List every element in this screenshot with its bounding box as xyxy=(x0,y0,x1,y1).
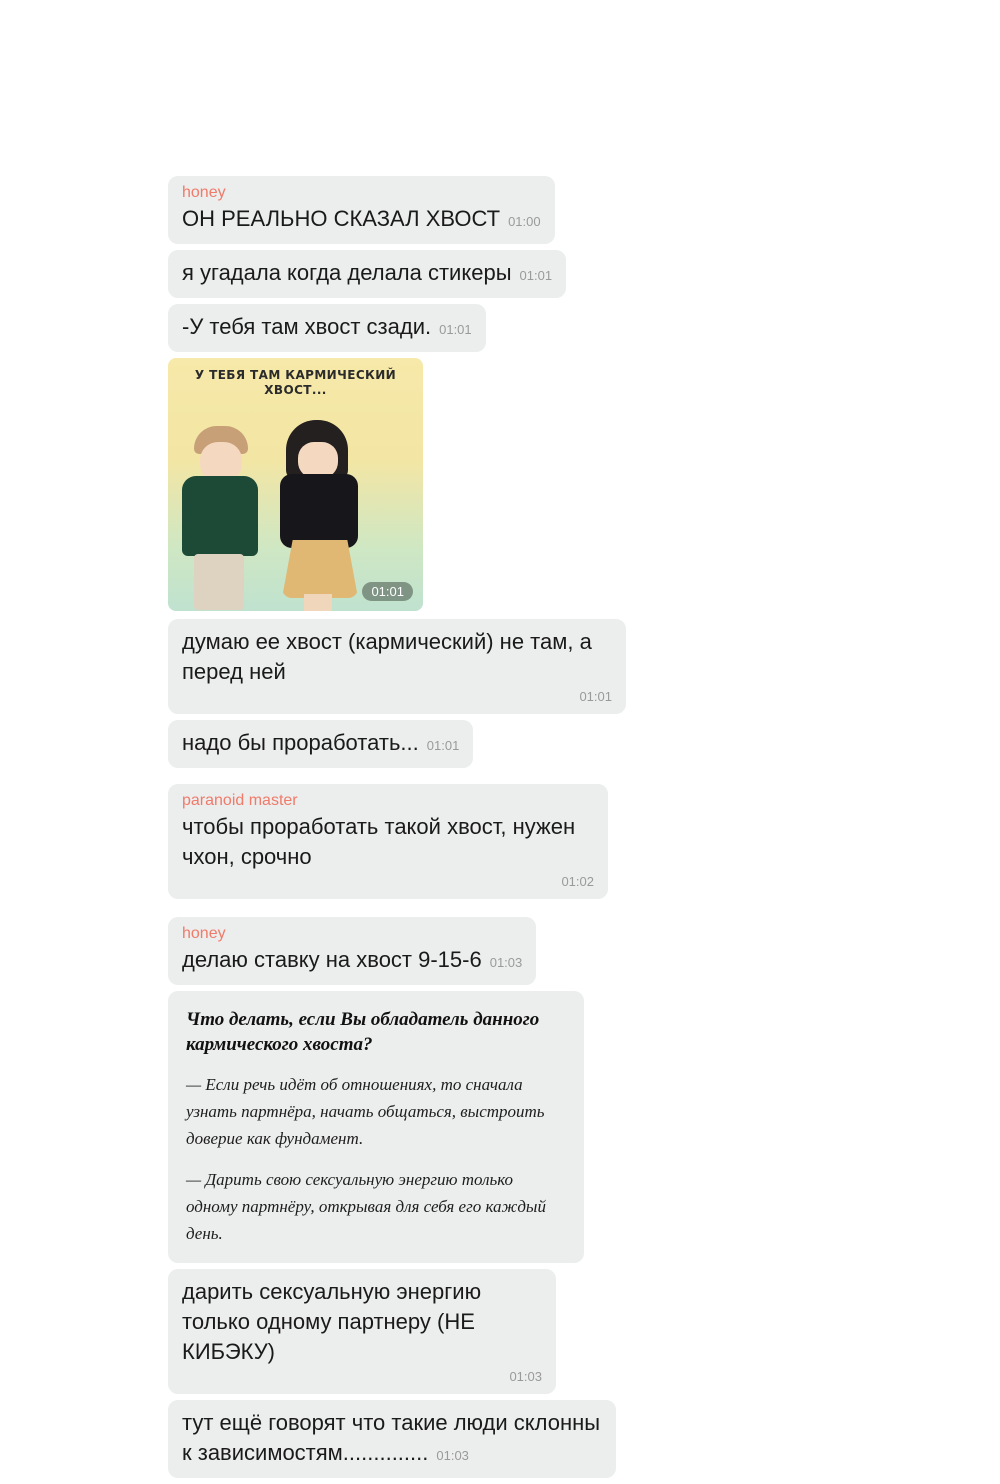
message-bubble-body[interactable] xyxy=(168,943,536,985)
message-time: 01:01 xyxy=(579,689,612,704)
message-bubble[interactable] xyxy=(168,250,566,298)
message-sender: paranoid master xyxy=(182,792,298,809)
sticker-image[interactable] xyxy=(168,358,423,611)
message-text: я угадала когда делала стикеры xyxy=(182,260,512,285)
sticker-figure-girl-leg xyxy=(304,594,332,611)
message-bubble[interactable] xyxy=(168,619,626,714)
message-bubble[interactable] xyxy=(168,1400,616,1478)
message-time: 01:03 xyxy=(436,1448,469,1463)
message-time: 01:01 xyxy=(439,322,472,337)
message-time: 01:01 xyxy=(519,268,553,283)
message-text: дарить сексуальную энергию только одному партнеру (НЕ КИБЭКУ) xyxy=(182,1279,488,1364)
message-text: надо бы проработать... xyxy=(182,730,419,755)
message-text: тут ещё говорят что такие люди склонны к зависимостям.............. xyxy=(182,1410,607,1465)
message-bubble[interactable] xyxy=(168,917,536,985)
card-title: Что делать, если Вы обладатель данного кармического хвоста? xyxy=(186,1009,540,1055)
message-time: 01:01 xyxy=(426,738,460,753)
message-text: ОН РЕАЛЬНО СКАЗАЛ ХВОСТ xyxy=(182,206,501,231)
sticker-figure-girl-face xyxy=(298,442,338,478)
sticker-figure-girl-skirt xyxy=(282,540,358,598)
message-sender: honey xyxy=(182,184,226,201)
sticker-caption: У ТЕБЯ ТАМ КАРМИЧЕСКИЙ ХВОСТ... xyxy=(194,368,397,397)
quoted-article-card[interactable] xyxy=(168,991,584,1263)
message-text: думаю ее хвост (кармический) не там, а перед ней xyxy=(182,629,598,684)
message-group xyxy=(168,784,808,905)
message-group xyxy=(168,176,808,774)
message-text: делаю ставку на хвост 9-15-6 xyxy=(182,947,482,972)
message-text: чтобы проработать такой хвост, нужен чхон, срочно xyxy=(182,814,582,869)
message-time: 01:00 xyxy=(508,214,541,229)
card-paragraph: — Дарить свою сексуальную энергию только одному партнёру, открывая для себя его каждый день. xyxy=(186,1170,546,1243)
message-bubble[interactable] xyxy=(168,784,608,899)
chat-thread xyxy=(168,176,808,1484)
card-paragraph: — Если речь идёт об отношениях, то сначала узнать партнёра, начать общаться, выстроить доверие как фундамент. xyxy=(186,1075,545,1148)
sticker-figure-girl-body xyxy=(280,474,358,548)
message-time: 01:02 xyxy=(561,874,594,889)
message-bubble[interactable] xyxy=(168,176,555,244)
message-bubble-body[interactable] xyxy=(168,202,555,244)
message-group xyxy=(168,917,808,1484)
message-time: 01:03 xyxy=(489,955,523,970)
message-bubble-body[interactable] xyxy=(168,810,608,899)
message-bubble[interactable] xyxy=(168,720,473,768)
sticker-figure-boy-body xyxy=(182,476,258,556)
message-text: -У тебя там хвост сзади. xyxy=(182,314,432,339)
message-time: 01:03 xyxy=(509,1369,542,1384)
message-bubble[interactable] xyxy=(168,304,486,352)
sticker-figure-boy-legs xyxy=(194,554,244,610)
message-bubble[interactable] xyxy=(168,1269,556,1394)
message-time: 01:01 xyxy=(362,582,413,601)
message-sender: honey xyxy=(182,925,226,942)
